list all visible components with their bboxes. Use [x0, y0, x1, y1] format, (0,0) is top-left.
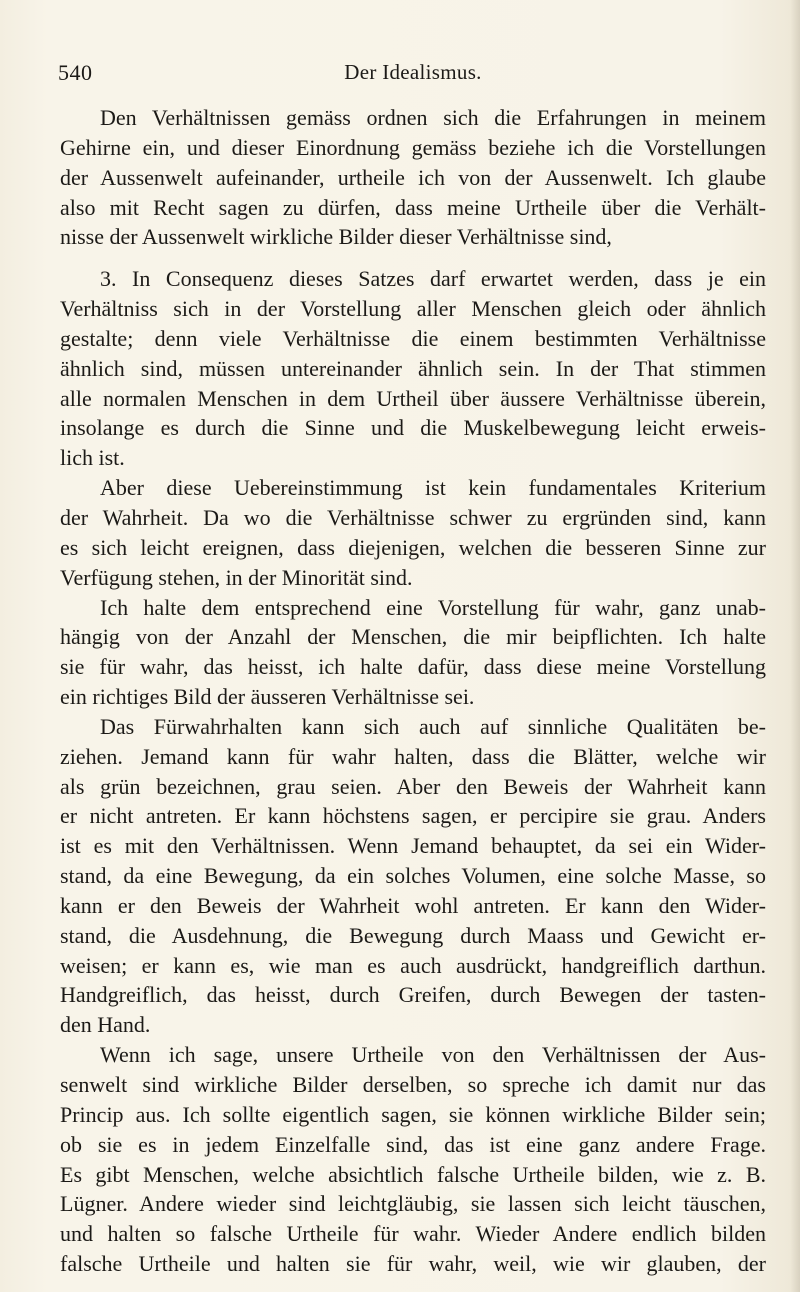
text-line: alle normalen Menschen in dem Urtheil über äussere Verhältnisse überein, [60, 385, 766, 411]
text-line: Princip aus. Ich sollte eigentlich sagen, sie können wirkliche Bilder sein; [60, 1101, 766, 1127]
text-line: Den Verhältnissen gemäss ordnen sich die Erfahrungen in meinem [100, 105, 766, 130]
text-line: 3. In Consequenz dieses Satzes darf erwartet werden, dass je ein [100, 266, 766, 292]
text-line: es sich leicht ereignen, dass diejenigen, welchen die besseren Sinne zur [60, 534, 766, 560]
running-head: Der Idealismus. [344, 60, 482, 84]
text-line: Lügner. Andere wieder sind leichtgläubig, sie lassen sich leicht täuschen, [60, 1191, 766, 1217]
text-line: gestalte; denn viele Verhältnisse die einem bestimmten Verhältnisse [60, 325, 766, 351]
text-line: ob sie es in jedem Einzelfalle sind, das ist eine ganz andere Frage. [60, 1131, 766, 1157]
text-line: Verfügung stehen, in der Minorität sind. [60, 564, 413, 590]
text-line: weisen; er kann es, wie man es auch ausdrückt, handgreiflich darthun. [60, 952, 766, 978]
text-line: Ich halte dem entsprechend eine Vorstellung für wahr, ganz unab- [100, 594, 766, 620]
text-line: lich ist. [60, 445, 125, 471]
text-line: kann er den Beweis der Wahrheit wohl antreten. Er kann den Wider- [60, 892, 766, 918]
page-edge-shadow [790, 0, 800, 1292]
text-line: Aber diese Uebereinstimmung ist kein fundamentales Kriterium [100, 475, 766, 501]
text-line: sie für wahr, das heisst, ich halte dafür, dass diese meine Vorstellung [60, 654, 766, 680]
text-line: und halten so falsche Urtheile für wahr. Wieder Andere endlich bilden [60, 1221, 766, 1247]
text-line: stand, die Ausdehnung, die Bewegung durch Maass und Gewicht er- [60, 922, 766, 948]
text-line: er nicht antreten. Er kann höchstens sagen, er percipire sie grau. Anders [60, 803, 766, 829]
text-line: Es gibt Menschen, welche absichtlich falsche Urtheile bilden, wie z. B. [60, 1161, 766, 1187]
text-line: ein richtiges Bild der äusseren Verhältnisse sei. [60, 684, 475, 710]
text-line: den Hand. [60, 1012, 151, 1038]
page-header [58, 60, 768, 90]
text-line: Wenn ich sage, unsere Urtheile von den Verhältnissen der Aus- [100, 1042, 766, 1068]
page-number: 540 [58, 60, 93, 85]
text-line: als grün bezeichnen, grau seien. Aber den Beweis der Wahrheit kann [60, 773, 766, 799]
text-line: also mit Recht sagen zu dürfen, dass meine Urtheile über die Verhält- [60, 194, 766, 220]
text-line: Handgreiflich, das heisst, durch Greifen, durch Bewegen der tasten- [60, 982, 766, 1008]
text-line: hängig von der Anzahl der Menschen, die mir beipflichten. Ich halte [60, 624, 766, 650]
text-line: ist es mit den Verhältnissen. Wenn Jemand behauptet, da sei ein Wider- [60, 833, 766, 859]
text-line: ziehen. Jemand kann für wahr halten, dass die Blätter, welche wir [60, 743, 766, 769]
text-line: Gehirne ein, und dieser Einordnung gemäss beziehe ich die Vorstellungen [60, 134, 766, 160]
text-line: insolange es durch die Sinne und die Muskelbewegung leicht erweis- [60, 415, 766, 441]
text-line: der Aussenwelt aufeinander, urtheile ich von der Aussenwelt. Ich glaube [60, 164, 766, 190]
text-line: falsche Urtheile und halten sie für wahr, weil, wie wir glauben, der [60, 1251, 766, 1277]
text-line: ähnlich sind, müssen untereinander ähnlich sein. In der That stimmen [60, 355, 766, 381]
text-line: nisse der Aussenwelt wirkliche Bilder dieser Verhältnisse sind, [60, 224, 612, 250]
text-line: der Wahrheit. Da wo die Verhältnisse schwer zu ergründen sind, kann [60, 504, 766, 530]
text-line: stand, da eine Bewegung, da ein solches Volumen, eine solche Masse, so [60, 863, 766, 889]
text-line: Verhältniss sich in der Vorstellung aller Menschen gleich oder ähnlich [60, 296, 766, 322]
text-line: Das Fürwahrhalten kann sich auch auf sinnliche Qualitäten be- [100, 713, 766, 739]
text-line: senwelt sind wirkliche Bilder derselben, so spreche ich damit nur das [60, 1072, 766, 1097]
body-text [60, 103, 766, 1279]
